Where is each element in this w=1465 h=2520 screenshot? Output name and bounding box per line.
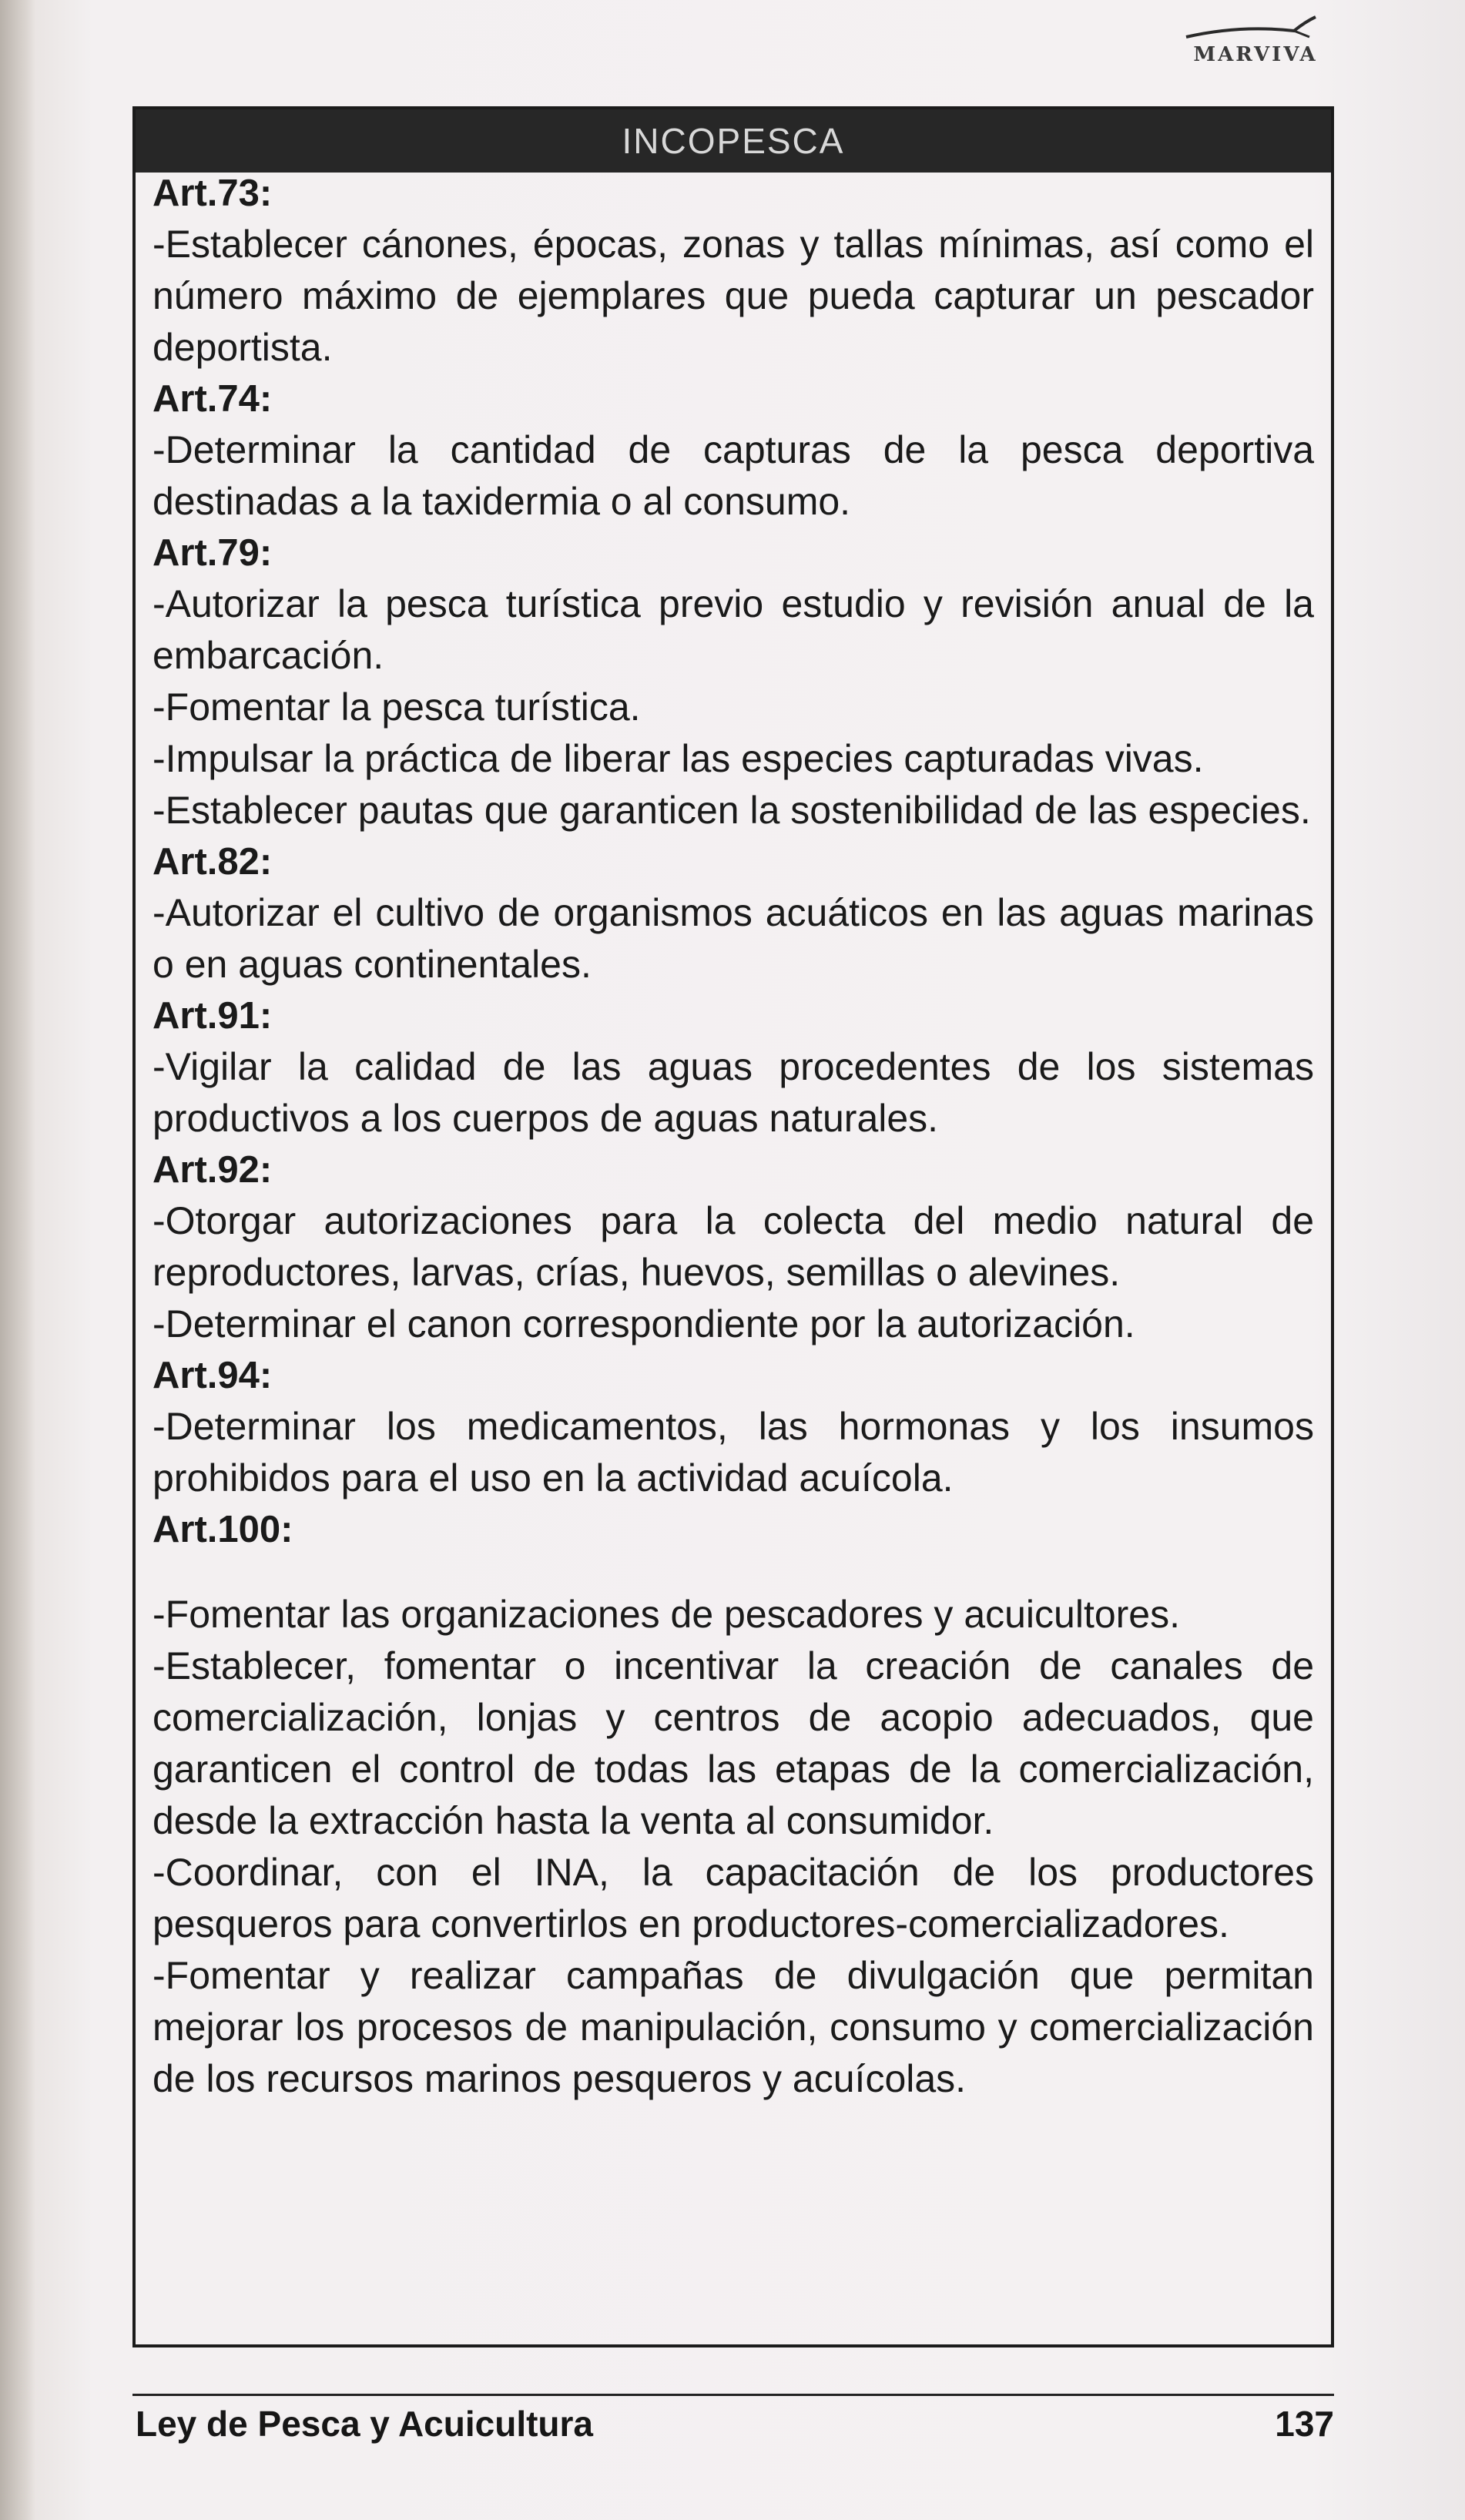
article-heading: Art.100: bbox=[153, 1509, 293, 1550]
article-heading: Art.94: bbox=[153, 1355, 273, 1396]
article-heading: Art.82: bbox=[153, 841, 273, 883]
article-heading: Art.91: bbox=[153, 995, 273, 1037]
article-paragraph: -Impulsar la práctica de liberar las especies capturadas vivas. bbox=[153, 737, 1204, 780]
marviva-wave-icon bbox=[1178, 14, 1333, 45]
article-paragraph: -Fomentar la pesca turística. bbox=[153, 685, 641, 729]
spacer bbox=[153, 1555, 1314, 1589]
article-section bbox=[153, 528, 1314, 836]
footer-book-title: Ley de Pesca y Acuicultura bbox=[136, 2404, 594, 2444]
logo-text: MARVIVA bbox=[1193, 43, 1318, 66]
article-paragraph: -Determinar el canon correspondiente por la autorización. bbox=[153, 1302, 1135, 1345]
box-header: INCOPESCA bbox=[136, 109, 1331, 173]
article-section bbox=[153, 1144, 1314, 1350]
article-paragraph: -Coordinar, con el INA, la capacitación de los productores pesqueros para convertirlos en productores-comercializadores. bbox=[153, 1851, 1314, 1945]
article-paragraph: -Determinar los medicamentos, las hormonas y los insumos prohibidos para el uso en la actividad acuícola. bbox=[153, 1405, 1314, 1500]
article-section bbox=[153, 374, 1314, 528]
page-number: 137 bbox=[1275, 2404, 1334, 2444]
article-heading: Art.73: bbox=[153, 173, 273, 214]
article-paragraph: -Otorgar autorizaciones para la colecta del medio natural de reproductores, larvas, crías, huevos, semillas o alevines. bbox=[153, 1199, 1314, 1294]
article-paragraph: -Establecer cánones, épocas, zonas y tallas mínimas, así como el número máximo de ejemplares que pueda capturar un pescador deportista. bbox=[153, 223, 1314, 369]
article-paragraph: -Establecer pautas que garanticen la sostenibilidad de las especies. bbox=[153, 789, 1311, 832]
article-paragraph: -Vigilar la calidad de las aguas procedentes de los sistemas productivos a los cuerpos de aguas naturales. bbox=[153, 1045, 1314, 1140]
footer-divider bbox=[132, 2394, 1334, 2396]
articles-list bbox=[153, 168, 1314, 2105]
article-section bbox=[153, 990, 1314, 1144]
article-heading: Art.79: bbox=[153, 532, 273, 574]
article-paragraph: -Autorizar la pesca turística previo estudio y revisión anual de la embarcación. bbox=[153, 582, 1314, 677]
article-paragraph: -Determinar la cantidad de capturas de la pesca deportiva destinadas a la taxidermia o al consumo. bbox=[153, 428, 1314, 523]
article-heading: Art.92: bbox=[153, 1149, 273, 1191]
article-section bbox=[153, 1350, 1314, 1504]
article-paragraph: -Autorizar el cultivo de organismos acuáticos en las aguas marinas o en aguas continentales. bbox=[153, 891, 1314, 986]
article-paragraph: -Fomentar las organizaciones de pescadores y acuicultores. bbox=[153, 1593, 1181, 1636]
article-section bbox=[153, 168, 1314, 374]
article-heading: Art.74: bbox=[153, 378, 273, 420]
article-section bbox=[153, 1504, 1314, 2105]
content-box bbox=[132, 106, 1334, 2347]
book-spine-shadow bbox=[0, 0, 35, 2520]
article-paragraph: -Fomentar y realizar campañas de divulgación que permitan mejorar los procesos de manipulación, consumo y comercialización de los recursos marinos pesqueros y acuícolas. bbox=[153, 1954, 1314, 2100]
article-section bbox=[153, 836, 1314, 990]
article-paragraph: -Establecer, fomentar o incentivar la creación de canales de comercialización, lonjas y centros de acopio adecuados, que garanticen el control de todas las etapas de la comercialización, desde la extracción hasta la venta al consumidor. bbox=[153, 1644, 1314, 1842]
marviva-logo bbox=[1171, 14, 1340, 68]
